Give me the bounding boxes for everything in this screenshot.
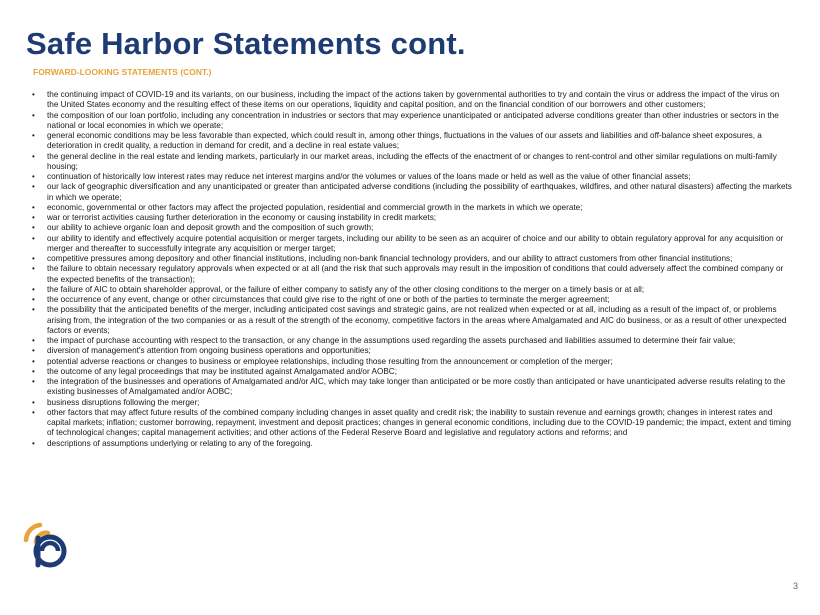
section-subtitle: FORWARD-LOOKING STATEMENTS (CONT.) xyxy=(33,67,212,77)
list-item: • our lack of geographic diversification and any unanticipated or greater than anticipated adverse conditions (including the possibility of earthquakes, wildfires, and other natural disasters) affecting the markets in which we operate; xyxy=(32,182,792,203)
list-item: • the occurrence of any event, change or other circumstances that could give rise to the right of one or both of the parties to terminate the merger agreement; xyxy=(32,295,792,305)
list-item: • our ability to identify and effectively acquire potential acquisition or merger targets, including our ability to be seen as an acquirer of choice and our ability to obtain regulatory approval for any acquisition or merger and thereafter to successfully integrate any acquisition or merger target; xyxy=(32,234,792,255)
list-item: • the failure to obtain necessary regulatory approvals when expected or at all (and the risk that such approvals may result in the imposition of conditions that could adversely affect the combined company or the expected benefits of the transaction); xyxy=(32,264,792,285)
list-item: • economic, governmental or other factors may affect the projected population, residential and commercial growth in the markets in which we operate; xyxy=(32,203,792,213)
list-item: • the composition of our loan portfolio, including any concentration in industries or sectors that may experience unanticipated or anticipated adverse conditions greater than other industries or sectors in the national or local economies in which we operate; xyxy=(32,111,792,132)
list-item: • descriptions of assumptions underlying or relating to any of the foregoing. xyxy=(32,439,792,449)
list-item: • potential adverse reactions or changes to business or employee relationships, including those resulting from the announcement or completion of the merger; xyxy=(32,357,792,367)
list-item: • war or terrorist activities causing further deterioration in the economy or causing instability in credit markets; xyxy=(32,213,792,223)
list-item: • the continuing impact of COVID-19 and its variants, on our business, including the impact of the actions taken by governmental authorities to try and contain the virus or address the impact of the virus on the United States economy and the resulting effect of these items on our operations, liquidity and capital position, and on the financial condition of our borrowers and other customers; xyxy=(32,90,792,111)
list-item: • the integration of the businesses and operations of Amalgamated and/or AIC, which may take longer than anticipated or be more costly than anticipated or have unanticipated adverse results relating to the existing businesses of Amalgamated and/or AOBC; xyxy=(32,377,792,398)
list-item: • general economic conditions may be less favorable than expected, which could result in, among other things, fluctuations in the values of our assets and liabilities and off-balance sheet exposures, a deterioration in credit quality, a reduction in demand for credit, and a decline in real estate values; xyxy=(32,131,792,152)
list-item: • the possibility that the anticipated benefits of the merger, including anticipated cost savings and strategic gains, are not realized when expected or at all, including as a result of the impact of, or problems arising from, the integration of the two companies or as a result of the strength of the economy, competitive factors in the areas where Amalgamated and AIC do business, or as a result of other unexpected factors or events; xyxy=(32,305,792,336)
forward-looking-list xyxy=(32,90,792,449)
list-item: • continuation of historically low interest rates may reduce net interest margins and/or the volumes or values of the loans made or held as well as the value of other financial assets; xyxy=(32,172,792,182)
page-title: Safe Harbor Statements cont. xyxy=(26,26,466,61)
list-item: • other factors that may affect future results of the combined company including changes in asset quality and credit risk; the inability to sustain revenue and earnings growth; changes in interest rates and capital markets; inflation; customer borrowing, repayment, investment and deposit practices; changes in general economic conditions, including due to the COVID-19 pandemic; the impact, extent and timing of technological changes; capital management activities; and other actions of the Federal Reserve Board and legislative and regulatory actions and reforms; and xyxy=(32,408,792,439)
list-item: • competitive pressures among depository and other financial institutions, including non-bank financial technology providers, and our ability to attract customers from other financial institutions; xyxy=(32,254,792,264)
page-number: 3 xyxy=(792,581,798,591)
list-item: • business disruptions following the merger; xyxy=(32,398,792,408)
list-item: • our ability to achieve organic loan and deposit growth and the composition of such growth; xyxy=(32,223,792,233)
list-item: • the impact of purchase accounting with respect to the transaction, or any change in the assumptions used regarding the assets purchased and liabilities assumed to determine their fair value; xyxy=(32,336,792,346)
list-item: • the outcome of any legal proceedings that may be instituted against Amalgamated and/or AOBC; xyxy=(32,367,792,377)
list-item: • diversion of management's attention from ongoing business operations and opportunities; xyxy=(32,346,792,356)
amalgamated-logo-icon xyxy=(22,521,70,571)
list-item: • the general decline in the real estate and lending markets, particularly in our market areas, including the effects of the enactment of or changes to rent-control and other similar regulations on multi-family housing; xyxy=(32,152,792,173)
list-item: • the failure of AIC to obtain shareholder approval, or the failure of either company to satisfy any of the other closing conditions to the merger on a timely basis or at all; xyxy=(32,285,792,295)
